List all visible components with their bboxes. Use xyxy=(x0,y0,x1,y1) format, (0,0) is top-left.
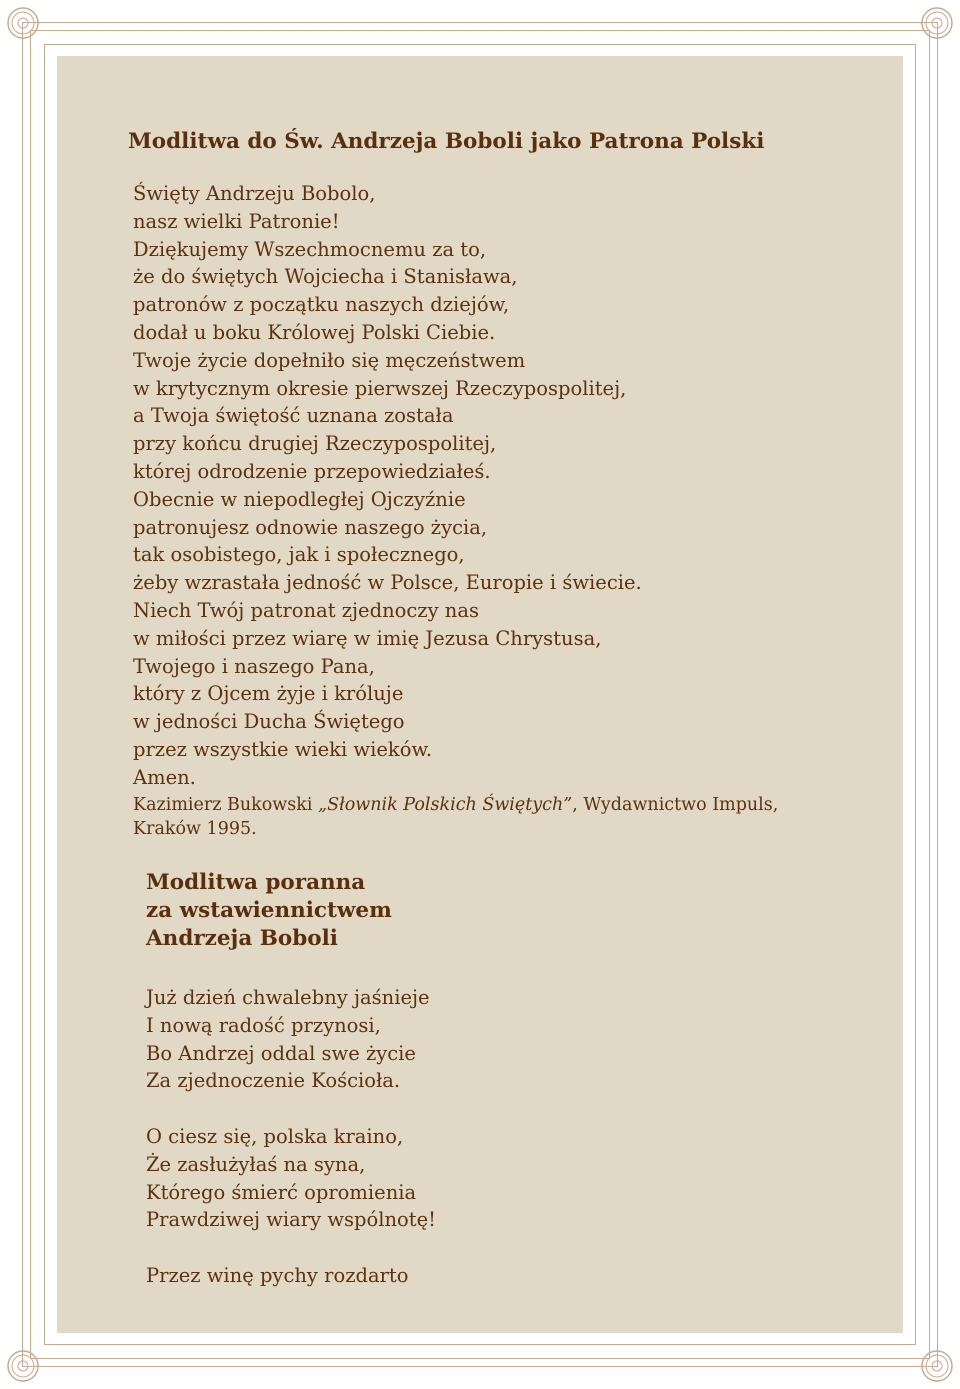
citation-author: Kazimierz Bukowski xyxy=(133,795,313,815)
poem-line: Za zjednoczenie Kościoła. xyxy=(146,1069,401,1093)
prayer-line: a Twoja świętość uznana została xyxy=(133,404,454,428)
prayer-line: tak osobistego, jak i społecznego, xyxy=(133,543,465,567)
prayer-title: Modlitwa do Św. Andrzeja Boboli jako Patrona Polski xyxy=(128,129,765,154)
prayer-line: której odrodzenie przepowiedziałeś. xyxy=(133,459,491,483)
source-citation xyxy=(133,793,778,841)
prayer-line: w jedności Ducha Świętego xyxy=(133,710,405,734)
prayer-line: patronów z początku naszych dziejów, xyxy=(133,293,510,317)
poem-stanza xyxy=(146,1262,409,1290)
prayer-text xyxy=(133,180,642,792)
corner-ornament-icon xyxy=(917,3,957,43)
poem-line: Przez winę pychy rozdarto xyxy=(146,1264,409,1287)
poem-line: Bo Andrzej oddal swe życie xyxy=(146,1041,416,1065)
title-line: Modlitwa poranna xyxy=(146,870,366,895)
prayer-line: Twoje życie dopełniło się męczeństwem xyxy=(133,348,526,372)
corner-ornament-icon xyxy=(3,1346,43,1386)
citation-place-year: Kraków 1995. xyxy=(133,819,257,839)
prayer-line: Amen. xyxy=(133,765,196,789)
prayer-line: Dziękujemy Wszechmocnemu za to, xyxy=(133,237,487,261)
prayer-line: Święty Andrzeju Bobolo, xyxy=(133,182,376,205)
prayer-line: żeby wzrastała jedność w Polsce, Europie i świecie. xyxy=(133,571,642,595)
poem-stanza xyxy=(146,984,430,1095)
citation-publisher: , Wydawnictwo Impuls, xyxy=(572,795,779,815)
morning-prayer-title xyxy=(146,869,392,953)
prayer-line: przez wszystkie wieki wieków. xyxy=(133,737,433,761)
corner-ornament-icon xyxy=(3,3,43,43)
poem-line: O ciesz się, polska kraino, xyxy=(146,1125,404,1148)
title-line: Andrzeja Boboli xyxy=(146,926,338,951)
citation-book-title: „Słownik Polskich Świętych” xyxy=(318,795,573,815)
prayer-line: który z Ojcem żyje i króluje xyxy=(133,682,404,706)
prayer-line: że do świętych Wojciecha i Stanisława, xyxy=(133,265,518,289)
prayer-line: Obecnie w niepodległej Ojczyźnie xyxy=(133,487,466,511)
prayer-line: patronujesz odnowie naszego życia, xyxy=(133,515,488,539)
poem-line: Prawdziwej wiary wspólnotę! xyxy=(146,1208,436,1232)
prayer-line: dodał u boku Królowej Polski Ciebie. xyxy=(133,320,496,344)
poem-line: Już dzień chwalebny jaśnieje xyxy=(146,986,430,1009)
prayer-line: w krytycznym okresie pierwszej Rzeczypospolitej, xyxy=(133,376,627,400)
prayer-line: nasz wielki Patronie! xyxy=(133,209,340,233)
poem-stanza xyxy=(146,1123,436,1234)
corner-ornament-icon xyxy=(917,1346,957,1386)
poem-line: Że zasłużyłaś na syna, xyxy=(146,1152,366,1176)
prayer-line: przy końcu drugiej Rzeczypospolitej, xyxy=(133,432,497,456)
citation-line xyxy=(133,793,778,817)
title-line: za wstawiennictwem xyxy=(146,898,392,923)
prayer-line: Twojego i naszego Pana, xyxy=(133,654,375,678)
poem-line: I nową radość przynosi, xyxy=(146,1013,381,1037)
poem-line: Którego śmierć opromienia xyxy=(146,1180,417,1204)
prayer-line: Niech Twój patronat zjednoczy nas xyxy=(133,598,479,622)
prayer-line: w miłości przez wiarę w imię Jezusa Chrystusa, xyxy=(133,626,602,650)
